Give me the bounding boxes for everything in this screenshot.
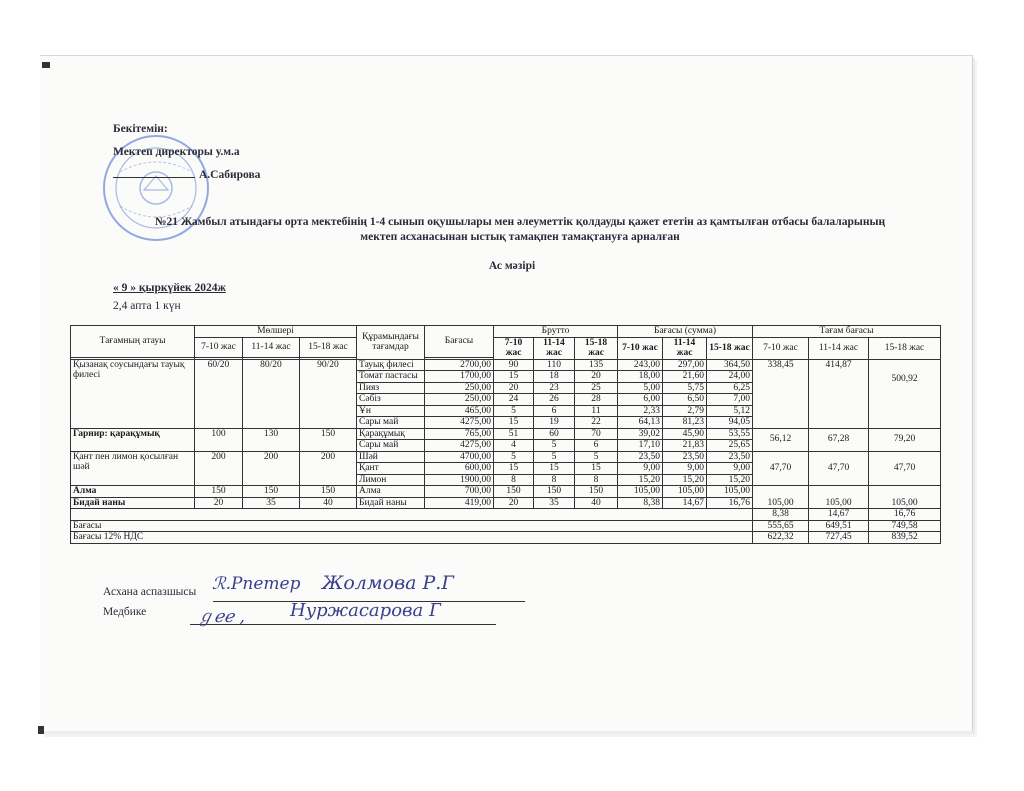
sum-cell: 5,12	[707, 405, 753, 417]
gross-cell: 8	[534, 474, 575, 486]
ingredient-name: Сәбіз	[357, 394, 425, 406]
dish-price-cell: 47,70	[809, 451, 869, 486]
sum-cell: 243,00	[618, 359, 663, 371]
ingredient-price: 700,00	[425, 486, 494, 498]
sum-cell: 16,76	[707, 497, 753, 509]
ingredient-price: 250,00	[425, 382, 494, 394]
ingredient-name: Алма	[357, 486, 425, 498]
menu-table	[70, 325, 941, 544]
gross-cell: 22	[575, 417, 618, 429]
gross-cell: 60	[534, 428, 575, 440]
dish-name: Қызанақ соусындағы тауық филесі	[71, 359, 195, 428]
ingredient-name: Бидай наны	[357, 497, 425, 509]
approval-block	[113, 118, 260, 187]
ingredient-price: 1700,00	[425, 371, 494, 383]
scan-edge-mark	[38, 726, 44, 734]
portion-cell: 90/20	[300, 359, 357, 428]
sum-cell: 5,75	[663, 382, 707, 394]
ingredient-name: Лимон	[357, 474, 425, 486]
approval-name-row	[113, 164, 260, 187]
portion-cell: 35	[243, 497, 300, 509]
sum-cell: 14,67	[663, 497, 707, 509]
gross-cell: 19	[534, 417, 575, 429]
gross-cell: 6	[534, 405, 575, 417]
dish-price-cell: 56,12	[753, 428, 809, 451]
ingredient-name: Сары май	[357, 417, 425, 429]
table-header-row	[71, 337, 941, 357]
sum-cell: 24,00	[707, 371, 753, 383]
dish-price-cell: 414,87	[809, 359, 869, 428]
ingredient-price: 4275,00	[425, 440, 494, 452]
gross-cell: 18	[534, 371, 575, 383]
sum-cell: 6,50	[663, 394, 707, 406]
sum-cell: 45,90	[663, 428, 707, 440]
gross-cell: 20	[494, 497, 534, 509]
gross-cell: 6	[575, 440, 618, 452]
gross-cell: 35	[534, 497, 575, 509]
dish-price-cell: 105,00	[869, 486, 941, 509]
sum-cell: 105,00	[618, 486, 663, 498]
dish-price-cell: 105,00	[753, 486, 809, 509]
sum-cell: 9,00	[618, 463, 663, 475]
gross-cell: 5	[534, 451, 575, 463]
sum-cell: 8,38	[618, 497, 663, 509]
gross-cell: 15	[534, 463, 575, 475]
cook-handwritten-name: Жолмова Р.Г	[322, 572, 454, 594]
sum-cell: 364,50	[707, 359, 753, 371]
sum-cell: 15,20	[707, 474, 753, 486]
sum-cell: 105,00	[707, 486, 753, 498]
portion-cell: 40	[300, 497, 357, 509]
header-age: 7-10 жас	[753, 337, 809, 359]
vat-cell: 839,52	[869, 532, 941, 544]
sum-cell: 23,50	[663, 451, 707, 463]
header-age: 11-14 жас	[243, 337, 300, 357]
ingredient-name: Сары май	[357, 440, 425, 452]
portion-cell: 20	[195, 497, 243, 509]
nurse-handwritten-name: Нуржасарова Г	[290, 600, 441, 621]
ingredient-name: Қарақұмық	[357, 428, 425, 440]
ingredient-price: 2700,00	[425, 359, 494, 371]
gross-cell: 15	[494, 463, 534, 475]
gross-cell: 20	[575, 371, 618, 383]
gross-cell: 40	[575, 497, 618, 509]
ingredient-price: 465,00	[425, 405, 494, 417]
total-cell: 555,65	[753, 520, 809, 532]
sum-cell: 105,00	[663, 486, 707, 498]
header-price: Бағасы	[425, 326, 494, 358]
sum-cell: 9,00	[707, 463, 753, 475]
sum-cell: 81,23	[663, 417, 707, 429]
header-gross: Брутто	[494, 326, 618, 338]
sum-cell: 297,00	[663, 359, 707, 371]
vat-row	[71, 532, 941, 544]
scan-edge-mark	[42, 62, 50, 68]
sum-cell: 18,00	[618, 371, 663, 383]
sum-cell: 23,50	[707, 451, 753, 463]
table-row	[71, 451, 941, 463]
ingredient-price: 765,00	[425, 428, 494, 440]
gross-cell: 24	[494, 394, 534, 406]
gross-cell: 70	[575, 428, 618, 440]
header-ingredients: Құрамындағы тағамдар	[357, 326, 425, 360]
gross-cell: 110	[534, 359, 575, 371]
vat-cell: 622,32	[753, 532, 809, 544]
dish-price-cell: 47,70	[753, 451, 809, 486]
sum-cell: 94,05	[707, 417, 753, 429]
gross-cell: 51	[494, 428, 534, 440]
gross-cell: 25	[575, 382, 618, 394]
dish-name: Қант пен лимон қосылған шәй	[71, 451, 195, 486]
ingredient-name: Пияз	[357, 382, 425, 394]
signature-line	[113, 167, 195, 178]
sum-cell: 21,60	[663, 371, 707, 383]
table-row	[71, 486, 941, 498]
sum-cell: 53,55	[707, 428, 753, 440]
portion-cell: 150	[243, 486, 300, 498]
gross-cell: 26	[534, 394, 575, 406]
gross-cell: 11	[575, 405, 618, 417]
portion-cell: 200	[243, 451, 300, 486]
ingredient-price: 600,00	[425, 463, 494, 475]
title-line-2: мектеп асханасынан ыстық тамақпен тамақтануға арналған	[360, 231, 680, 243]
header-age: 15-18 жас	[707, 337, 753, 359]
ingredient-name: Шәй	[357, 451, 425, 463]
sum-cell: 23,50	[618, 451, 663, 463]
dish-name: Гарнир: қарақұмық	[71, 428, 195, 451]
ingredient-price: 250,00	[425, 394, 494, 406]
bread-total-cell: 8,38	[753, 509, 809, 521]
table-row	[71, 428, 941, 440]
gross-cell: 5	[575, 451, 618, 463]
portion-cell: 150	[300, 428, 357, 451]
dish-price-cell: 79,20	[869, 428, 941, 451]
bread-total-cell: 16,76	[869, 509, 941, 521]
portion-cell: 60/20	[195, 359, 243, 428]
portion-cell: 130	[243, 428, 300, 451]
header-age: 11-14 жас	[663, 337, 707, 359]
total-cell: 749,58	[869, 520, 941, 532]
portion-cell: 150	[300, 486, 357, 498]
total-cell: 649,51	[809, 520, 869, 532]
portion-cell: 80/20	[243, 359, 300, 428]
ingredient-name: Қант	[357, 463, 425, 475]
table-row	[71, 359, 941, 371]
gross-cell: 150	[534, 486, 575, 498]
gross-cell: 15	[494, 371, 534, 383]
header-age: 7-10 жас	[494, 337, 534, 359]
sum-cell: 15,20	[663, 474, 707, 486]
header-age: 7-10 жас	[618, 337, 663, 359]
menu-week: 2,4 апта 1 күн	[113, 300, 181, 312]
total-label: Бағасы	[71, 520, 753, 532]
gross-cell: 15	[575, 463, 618, 475]
ingredient-name: Ұн	[357, 405, 425, 417]
ingredient-price: 1900,00	[425, 474, 494, 486]
header-dish-price: Тағам бағасы	[753, 326, 941, 338]
total-row	[71, 520, 941, 532]
ingredient-price: 419,00	[425, 497, 494, 509]
gross-cell: 150	[575, 486, 618, 498]
ingredient-name: Томат пастасы	[357, 371, 425, 383]
gross-cell: 15	[494, 417, 534, 429]
sum-cell: 6,00	[618, 394, 663, 406]
sum-cell: 5,00	[618, 382, 663, 394]
gross-cell: 90	[494, 359, 534, 371]
ingredient-price: 4700,00	[425, 451, 494, 463]
vat-label: Бағасы 12% НДС	[71, 532, 753, 544]
sum-cell: 7,00	[707, 394, 753, 406]
header-age: 15-18 жас	[869, 337, 941, 359]
portion-cell: 200	[195, 451, 243, 486]
sum-cell: 25,65	[707, 440, 753, 452]
portion-cell: 150	[195, 486, 243, 498]
header-portion: Мөлшері	[195, 326, 357, 338]
ingredient-name: Тауық филесі	[357, 359, 425, 371]
sum-cell: 2,33	[618, 405, 663, 417]
menu-date: « 9 » қыркүйек 2024ж	[113, 282, 226, 294]
header-age: 11-14 жас	[809, 337, 869, 359]
menu-title: Ас мәзірі	[488, 260, 536, 272]
approval-label: Бекітемін:	[113, 123, 168, 135]
dish-price-cell: 67,28	[809, 428, 869, 451]
ingredient-price: 4275,00	[425, 417, 494, 429]
bread-total-cell: 14,67	[809, 509, 869, 521]
table-header-row	[71, 326, 941, 338]
gross-cell: 150	[494, 486, 534, 498]
gross-cell: 23	[534, 382, 575, 394]
gross-cell: 5	[494, 451, 534, 463]
gross-cell: 8	[575, 474, 618, 486]
header-dish: Тағамның атауы	[71, 326, 195, 358]
gross-cell: 8	[494, 474, 534, 486]
approval-position: Мектеп директоры у.м.а	[113, 146, 240, 158]
cook-initials-signature: ℛ.Рпетер	[212, 574, 301, 594]
gross-cell: 5	[534, 440, 575, 452]
sum-cell: 64,13	[618, 417, 663, 429]
portion-cell: 100	[195, 428, 243, 451]
gross-cell: 5	[494, 405, 534, 417]
dish-name: Бидай наны	[71, 497, 195, 509]
nurse-label: Медбике	[103, 606, 147, 618]
header-age: 15-18 жас	[300, 337, 357, 357]
gross-cell: 135	[575, 359, 618, 371]
header-price-sum: Бағасы (сумма)	[618, 326, 753, 338]
gross-cell: 4	[494, 440, 534, 452]
dish-price-cell: 338,45	[753, 359, 809, 428]
gross-cell: 28	[575, 394, 618, 406]
sum-cell: 17,10	[618, 440, 663, 452]
title-line-1: №21 Жамбыл атындағы орта мектебінің 1-4 сынып оқушылары мен әлеуметтік қолдауды қажет ететін аз қамтылған отбасы балаларының	[154, 216, 886, 228]
gross-cell: 20	[494, 382, 534, 394]
dish-price-cell: 500,92	[869, 359, 941, 428]
table-row	[71, 509, 941, 521]
vat-cell: 727,45	[809, 532, 869, 544]
sum-cell: 2,79	[663, 405, 707, 417]
header-age: 11-14 жас	[534, 337, 575, 359]
nurse-initials-signature: ℊℯℯ ,	[197, 607, 245, 627]
dish-price-cell: 105,00	[809, 486, 869, 509]
document-title	[110, 215, 930, 245]
dish-name: Алма	[71, 486, 195, 498]
portion-cell: 200	[300, 451, 357, 486]
bread-total-spacer	[71, 509, 753, 521]
sum-cell: 6,25	[707, 382, 753, 394]
dish-price-cell: 47,70	[869, 451, 941, 486]
sum-cell: 15,20	[618, 474, 663, 486]
sum-cell: 39,02	[618, 428, 663, 440]
header-age: 7-10 жас	[195, 337, 243, 357]
header-age: 15-18 жас	[575, 337, 618, 359]
approval-name: А.Сабирова	[199, 169, 261, 181]
sum-cell: 9,00	[663, 463, 707, 475]
cook-label: Асхана аспазшысы	[103, 586, 197, 598]
sum-cell: 21,83	[663, 440, 707, 452]
